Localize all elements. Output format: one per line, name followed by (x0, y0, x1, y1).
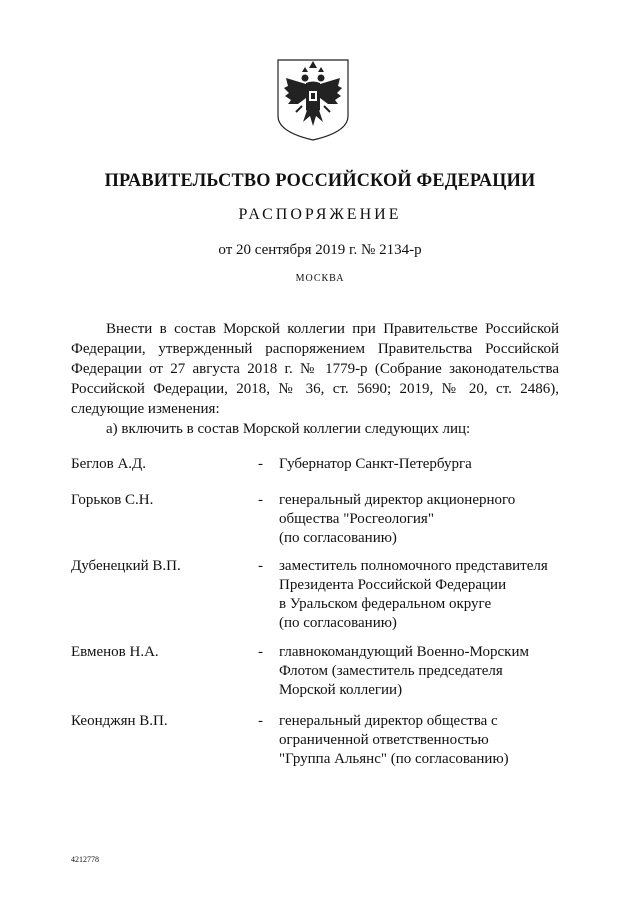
member-role (279, 643, 579, 700)
document-date-number: от 20 сентября 2019 г. № 2134-р (218, 242, 422, 258)
intro-paragraph: Внести в состав Морской коллегии при Правительстве Российской Федерации, утвержденный распоряжением Правительства Российской Федерации от 27 августа 2018 г. № 1779-р (Собрание законодательства Российской Федерации, 2018, № 36, ст. 5690; 2019, № 20, ст. 2486), следующие изменения: (71, 321, 559, 417)
member-role-line: (по согласованию) (279, 530, 397, 546)
member-role (279, 455, 579, 474)
member-role-line: заместитель полномочного представителя (279, 558, 548, 574)
item-a-text: а) включить в состав Морской коллегии следующих лиц: (106, 421, 471, 437)
member-name: Дубенецкий В.П. (71, 558, 181, 574)
member-role-line: Флотом (заместитель председателя (279, 663, 503, 679)
member-role-line: генеральный директор общества с (279, 713, 498, 729)
member-dash: - (258, 456, 263, 472)
member-role-line: Президента Российской Федерации (279, 577, 507, 593)
city: МОСКВА (295, 273, 345, 284)
member-role-line: генеральный директор акционерного (279, 492, 516, 508)
member-role-line: в Уральском федеральном округе (279, 596, 492, 612)
member-role (279, 491, 579, 548)
member-dash: - (258, 492, 263, 508)
member-role-line: "Группа Альянс" (по согласованию) (279, 751, 509, 767)
organization-title: ПРАВИТЕЛЬСТВО РОССИЙСКОЙ ФЕДЕРАЦИИ (104, 170, 536, 191)
member-name: Кеонджян В.П. (71, 713, 168, 729)
member-role-line: Морской коллегии) (279, 682, 403, 698)
member-role (279, 712, 579, 769)
member-role-line: общества "Росгеология" (279, 511, 434, 527)
member-dash: - (258, 558, 263, 574)
member-role-line: (по согласованию) (279, 615, 397, 631)
member-dash: - (258, 713, 263, 729)
document-type: РАСПОРЯЖЕНИЕ (238, 206, 402, 223)
member-name: Беглов А.Д. (71, 456, 147, 472)
member-role (279, 557, 579, 633)
member-dash: - (258, 644, 263, 660)
member-name: Горьков С.Н. (71, 492, 154, 508)
state-emblem-icon (276, 58, 350, 142)
document-code: 4212778 (71, 855, 99, 864)
member-name: Евменов Н.А. (71, 644, 159, 660)
member-role-line: главнокомандующий Военно-Морским (279, 644, 529, 660)
member-role-line: ограниченной ответственностью (279, 732, 489, 748)
member-role-line: Губернатор Санкт-Петербурга (279, 456, 472, 472)
